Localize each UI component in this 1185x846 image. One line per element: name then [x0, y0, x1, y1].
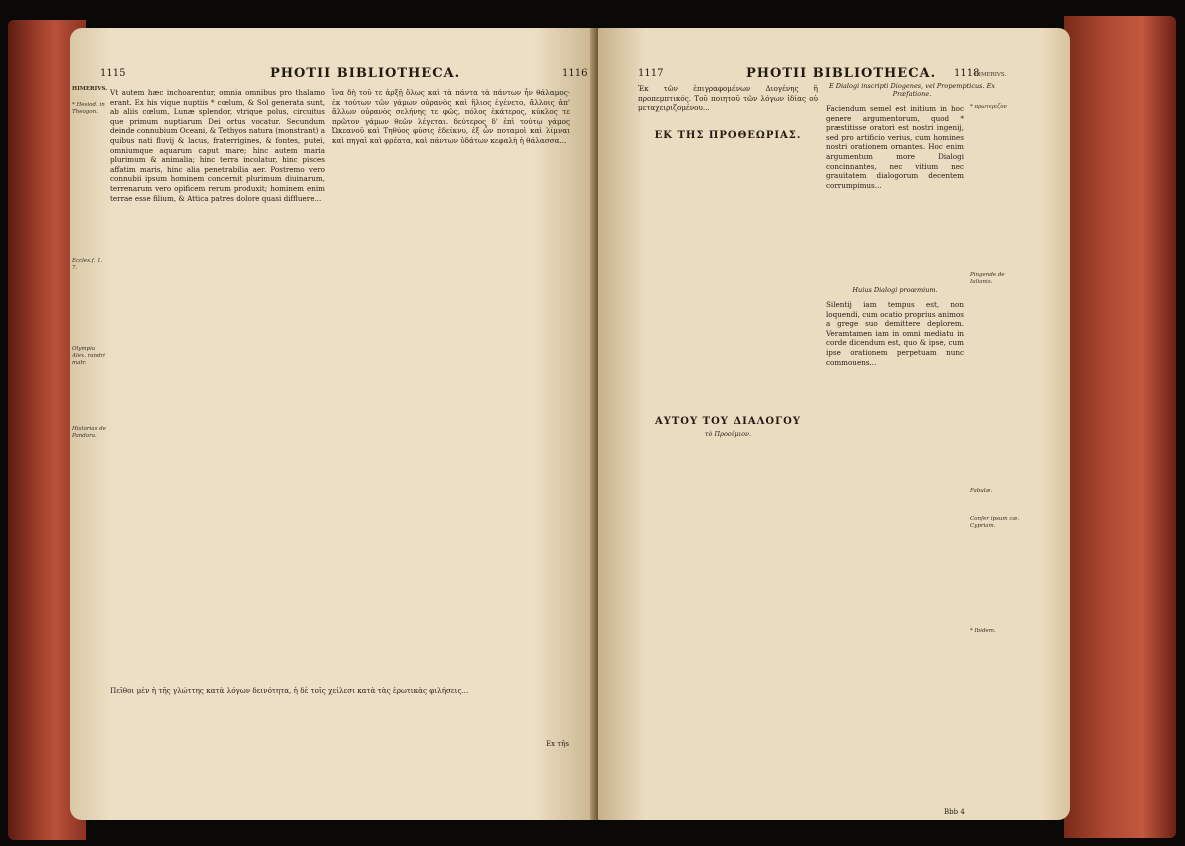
greek-bottom-text: Πεῖθοι μὲν ἡ τῆς γλώττης κατὰ λόγων δεινότητα, ἡ δὲ τοῖς χείλεσι κατὰ τὰς ἐρωτικὰς φιλήσεις...	[110, 686, 469, 695]
margin-note: HIMERIVS.	[72, 86, 108, 92]
page-number-left-a: 1115	[100, 68, 126, 79]
margin-note: Historias de Pandora.	[72, 426, 106, 439]
margin-note: HIMERIVS.	[974, 72, 1007, 78]
greek-intro-text: Ἐκ τῶν ἐπιγραφομένων Διογένης ἢ προπεμπτικός. Τοῦ ποιητοῦ τῶν λόγων ἰδίας οὐ μεταχειριζομένου...	[638, 84, 818, 113]
greek-text: ἵνα δὴ τοῦ τε ἀρξῇ ὅλως καὶ τὰ πάντα τὰ πάντων ἦν θάλαμος· ἐκ τούτων τῶν γάμων οὐρανὸς καὶ ἥλιος ἐγένετο, ἄλλοις ἀπ' ἄλλων οὐρανὸς σελήνης τε φῶς, πόλος ἑκάτερος, κύκλος τε πρῶτον γάμων θεῶν λέγεται. δεύτερος δ' ἐπὶ τούτῳ γάμος Ὠκεανοῦ καὶ Τηθύος φύσις ἐδείκνυ, ἐξ ὧν ποταμοὶ καὶ λίμναι καὶ πηγαὶ καὶ φρέατα, καὶ πάντων ὑδάτων κεφαλὴ ἡ θάλασσα...	[332, 88, 570, 145]
catchword: Ex τῆs	[546, 740, 569, 748]
margin-note: Confer ipsum cæ. Cypriam.	[970, 516, 1020, 529]
latin-subheading: Huius Dialogi proœmium.	[852, 286, 938, 294]
greek-column	[332, 88, 570, 673]
margin-note: * πρωτεριζον	[970, 104, 1007, 110]
margin-note: * Ibidem.	[970, 628, 996, 634]
latin-column-right-2	[826, 300, 964, 600]
page-number-left-b: 1116	[562, 68, 588, 79]
page-number-right-b: 1118	[954, 68, 980, 79]
greek-intro	[638, 84, 818, 128]
running-head-right: PHOTII BIBLIOTHECA.	[746, 66, 937, 81]
running-head-left: PHOTII BIBLIOTHECA.	[270, 66, 461, 81]
latin-section-heading: E Dialogi inscripti Diogenes, vel Propempticus. Ex Præfatione.	[828, 82, 996, 98]
right-page	[598, 28, 1070, 820]
margin-note: * Hesiod. in Theogon.	[72, 102, 105, 115]
latin-column	[110, 88, 325, 673]
greek-section-heading: ΕΚ ΤΗΣ ΠΡΟΘΕΩΡΙΑΣ.	[654, 130, 802, 141]
latin-text: Vt autem hæc inchoarentur, omnia omnibus pro thalamo erant. Ex his vique nuptiis * cœlum, & Sol generata sunt, ab aliis cœlum, Lunæ splendor, vtrique polus, circuitus que primum nuptiarum Dei ortus vocatur. Secundum deinde connubium Oceani, & Tethyos natura (monstrant) a quibus nati fluvij & lacus, fraterrigines, & fontes, puteì, omniumque aquarum caput mare; hinc autem maria plurimum & animalia; hinc terra incolatur, hinc pisces affatim maris, hinc alia penetrabilia aer. Postremo vero connubii ipsum hominem concernit plurimum diuinarum, terrenarum vero opificem rerum produxit; hominem enim terrae esse filium, & Attica patres dolore quasi diffluere...	[110, 88, 325, 203]
greek-dialogue-heading: ΑΥΤΟΥ ΤΟΥ ΔΙΑΛΟΓΟΥ	[654, 416, 802, 427]
margin-note: Eccles.f. 1. 7.	[72, 258, 103, 271]
margin-note: Fabulæ.	[970, 488, 993, 494]
latin-text-right-2: Silentij iam tempus est, non loquendi, cum ocatio proprius animos a grege suo demittere deplorem. Veramtamen iam in omni mediatu in corde dicendum est, quo & ipse, cum ipse orationem perpetuam nunc commouens...	[826, 300, 964, 367]
margin-note: Pingende de Iulianis.	[970, 272, 1005, 285]
page-number-right-a: 1117	[638, 68, 664, 79]
greek-dialogue-subheading: τὸ Προοίμιον.	[704, 430, 752, 438]
right-page-edges	[1064, 16, 1176, 838]
margin-note: Olympia Alex. randri matr.	[72, 346, 105, 366]
latin-text-right: Faciendum semel est initium in hoc genere argumentorum, quod * præstitisse oratori est nostri ingenij, sed pro artificio verius, cum homines nostri orationem ornantes. Hoc enim argumentum more Dialogi concinnantes, nec vitium nec grauitatem dialogorum decentem corrumpimus...	[826, 104, 964, 190]
left-page	[70, 28, 596, 820]
signature-mark: Bbb 4	[944, 808, 965, 816]
greek-bottom-paragraph	[110, 686, 570, 756]
